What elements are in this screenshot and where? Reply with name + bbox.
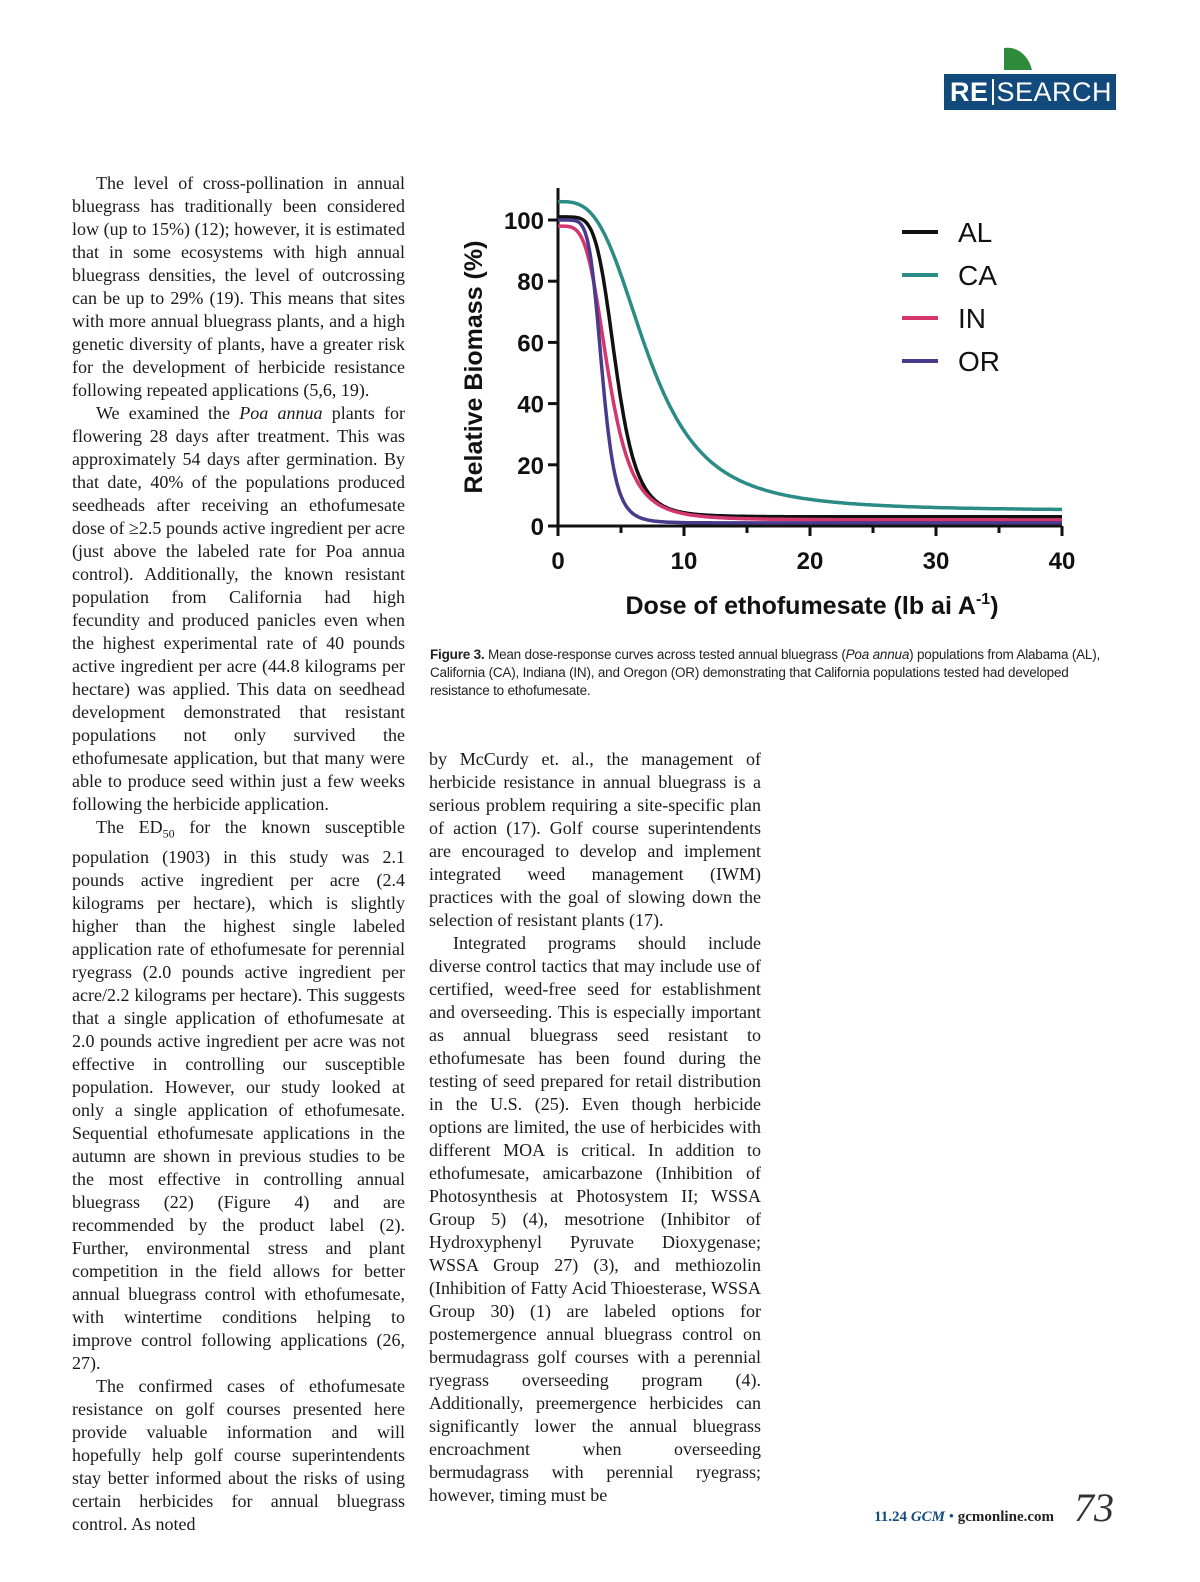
leaf-shape xyxy=(1004,48,1032,70)
figure-3 xyxy=(430,176,1130,636)
x-tick-label: 30 xyxy=(922,548,950,575)
legend-label-ca: CA xyxy=(958,260,997,291)
figure-caption-text xyxy=(430,647,1100,698)
x-tick-label: 20 xyxy=(796,548,824,575)
section-tag xyxy=(944,74,1116,110)
page-number: 73 xyxy=(1074,1485,1114,1530)
y-tick-label: 100 xyxy=(503,208,544,235)
y-axis-label: Relative Biomass (%) xyxy=(460,240,488,494)
paragraph xyxy=(429,748,761,932)
x-axis-label: Dose of ethofumesate (lb ai $A^{-1}$) xyxy=(625,591,999,620)
section-tag-re: RE xyxy=(950,76,989,107)
section-tag-search: SEARCH xyxy=(996,76,1113,107)
paragraph-segment: The confirmed cases of ethofumesate resistance on golf courses presented here provide valuable information and will hopefully help golf course superintendents stay better informed about the risks of using certain herbicides for annual bluegrass control. As noted xyxy=(72,1375,405,1534)
caption-segment: Poa annua xyxy=(845,647,910,662)
paragraph xyxy=(72,402,405,816)
legend-label-or: OR xyxy=(958,346,1000,377)
footer-magazine: GCM xyxy=(910,1509,945,1525)
leaf-icon xyxy=(1002,46,1034,72)
paragraph-segment: Integrated programs should include diverse control tactics that may include use of certified, weed-free seed for establishment and overseeding. This is especially important as annual bluegrass seed resistant to ethofumesate has been found during the testing of seed prepared for retail distribution in the U.S. (25). Even though herbicide options are limited, the use of herbicides with different MOA is critical. In addition to ethofumesate, amicarbazone (Inhibition of Photosynthesis at Photosystem II; WSSA Group 5) (4), mesotrione (Inhibitor of Hydroxyphenyl Pyruvate Dioxygenase; WSSA Group 27) (3), and methiozolin (Inhibition of Fatty Acid Thioesterase, WSSA Group 30) (1) are labeled options for postemergence annual bluegrass control on bermudagrass golf courses with a perennial ryegrass overseeding program (4). Additionally, preemergence herbicides can significantly lower the annual bluegrass encroachment when overseeding bermudagrass with perennial ryegrass; however, timing must be xyxy=(429,933,761,1505)
x-tick-label: 40 xyxy=(1048,548,1076,575)
page-footer xyxy=(874,1484,1114,1531)
paragraph-segment: We examined the xyxy=(96,403,240,423)
x-tick-label: 0 xyxy=(551,548,565,575)
paragraph-segment: The ED xyxy=(96,817,163,837)
legend-label-al: AL xyxy=(958,217,993,248)
paragraph-segment: by McCurdy et. al., the management of herbicide resistance in annual bluegrass is a serious problem requiring a site-specific plan of action (17). Golf course superintendents are encouraged to develop and implement integrated weed management (IWM) practices with the goal of slowing down the selection of resistant plants (17). xyxy=(429,749,761,930)
paragraph-segment: for the known susceptible population (1903) in this study was 2.1 pounds active ingredient per acre (2.4 kilograms per hectare), which is slightly higher than the highest single labeled application rate of ethofumesate for perennial ryegrass (2.0 pounds active ingredient per acre/2.2 kilograms per hectare). This suggests that a single application of ethofumesate at 2.0 pounds active ingredient per acre was not effective in controlling our susceptible population. However, our study looked at only a single application of ethofumesate. Sequential ethofumesate applications in the autumn are shown in previous studies to be the most effective in controlling annual bluegrass (22) (Figure 4) and are recommended by the product label (2). Further, environmental stress and plant competition in the field allows for better annual bluegrass control with ethofumesate, with wintertime conditions helping to improve control following applications (26, 27). xyxy=(72,817,405,1373)
paragraph xyxy=(429,932,761,1507)
paragraph-segment: plants for flowering 28 days after treatment. This was approximately 54 days after germination. By that date, 40% of the populations produced seedheads after receiving an ethofumesate dose of ≥2.5 pounds active ingredient per acre (just above the labeled rate for Poa annua control). Additionally, the known resistant population from California had high fecundity and produced panicles even when the highest experimental rate of 40 pounds active ingredient per acre (44.8 kilograms per hectare) was applied. This data on seedhead development demonstrated that resistant populations not only survived the ethofumesate application, but that many were able to produce seed within just a few weeks following the herbicide application. xyxy=(72,403,406,814)
y-tick-label: 80 xyxy=(517,269,544,297)
footer-credit xyxy=(874,1509,1054,1526)
caption-segment: ) populations from Alabama (AL), California (CA), Indiana (IN), and Oregon (OR) demonstrating that California populations tested had developed resistance to ethofumesate. xyxy=(430,647,1101,698)
footer-separator: • xyxy=(948,1509,955,1525)
figure-caption-label: Figure 3. xyxy=(430,647,485,662)
y-tick-label: 60 xyxy=(517,330,544,358)
dose-response-chart xyxy=(430,176,1130,636)
x-tick-label: 10 xyxy=(670,548,698,575)
paragraph xyxy=(72,1375,405,1536)
paragraph-segment: The level of cross-pollination in annual bluegrass has traditionally been considered low (up to 15%) (12); however, it is estimated that in some ecosystems with high annual bluegrass densities, the level of outcrossing can be up to 29% (19). This means that sites with more annual bluegrass plants, and a high genetic diversity of plants, have a greater risk for the development of herbicide resistance following repeated applications (5,6, 19). xyxy=(72,173,405,400)
paragraph xyxy=(72,172,405,402)
paragraph-segment: Poa annua xyxy=(239,403,323,423)
footer-issue: 11.24 xyxy=(874,1509,908,1525)
y-tick-label: 40 xyxy=(517,391,544,419)
caption-segment: Mean dose-response curves across tested annual bluegrass ( xyxy=(484,647,846,662)
paragraph xyxy=(72,816,405,1375)
legend-label-in: IN xyxy=(958,303,986,334)
paragraph-segment: 50 xyxy=(162,826,175,841)
middle-text-column xyxy=(429,748,761,1507)
figure-caption xyxy=(430,646,1125,700)
left-text-column xyxy=(72,172,405,1536)
y-tick-label: 20 xyxy=(517,452,544,480)
section-logo xyxy=(944,46,1116,110)
footer-website: gcmonline.com xyxy=(957,1509,1054,1525)
section-tag-divider xyxy=(992,79,994,105)
y-tick-label: 0 xyxy=(530,514,544,541)
